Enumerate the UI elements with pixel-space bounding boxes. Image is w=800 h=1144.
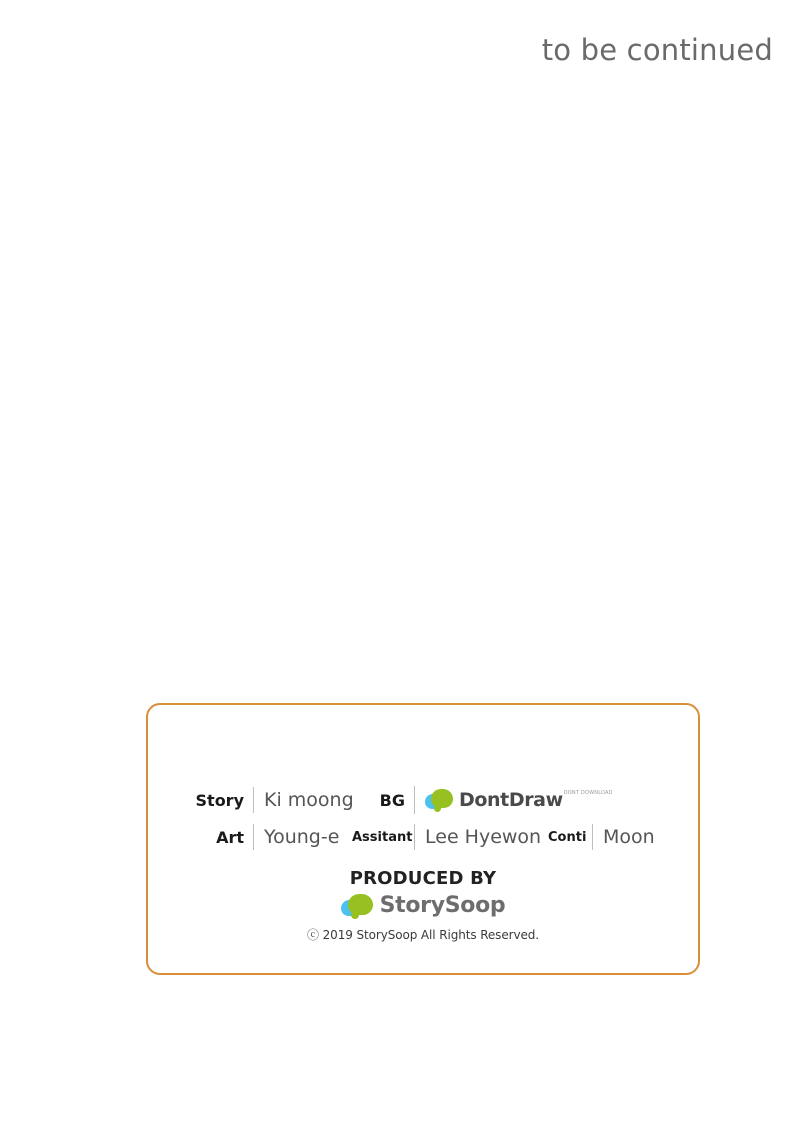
credit-label-conti: Conti bbox=[548, 829, 587, 845]
credits-card bbox=[146, 703, 700, 975]
dontdraw-wordmark: DontDraw bbox=[459, 789, 563, 811]
credit-value-conti: Moon bbox=[592, 824, 655, 850]
credit-row-assitant bbox=[352, 818, 541, 856]
storysoop-leaf-icon bbox=[341, 894, 375, 918]
credit-row-conti bbox=[548, 818, 655, 856]
dontdraw-logo bbox=[414, 786, 613, 814]
credit-value-assitant: Lee Hyewon bbox=[414, 824, 541, 850]
storysoop-logo bbox=[341, 893, 506, 918]
credit-row-bg bbox=[368, 781, 613, 819]
storysoop-wordmark: StorySoop bbox=[379, 893, 506, 918]
credit-label-art: Art bbox=[216, 827, 244, 847]
credit-row-story bbox=[193, 781, 354, 819]
produced-by-label: PRODUCED BY bbox=[349, 868, 497, 889]
credit-value-story: Ki moong bbox=[253, 787, 354, 813]
credit-label-assitant: Assitant bbox=[352, 829, 413, 845]
credit-row-art bbox=[193, 818, 339, 856]
credit-label-story: Story bbox=[195, 790, 244, 810]
dontdraw-tagline: DONT DOWNLOAD bbox=[563, 790, 613, 796]
to-be-continued-text: to be continued bbox=[541, 33, 773, 67]
credit-value-art: Young-e bbox=[253, 824, 339, 850]
dontdraw-leaf-icon bbox=[425, 789, 455, 811]
copyright-text: ⓒ 2019 StorySoop All Rights Reserved. bbox=[307, 927, 539, 942]
produced-by-block bbox=[148, 868, 698, 943]
credit-label-bg: BG bbox=[379, 790, 405, 810]
